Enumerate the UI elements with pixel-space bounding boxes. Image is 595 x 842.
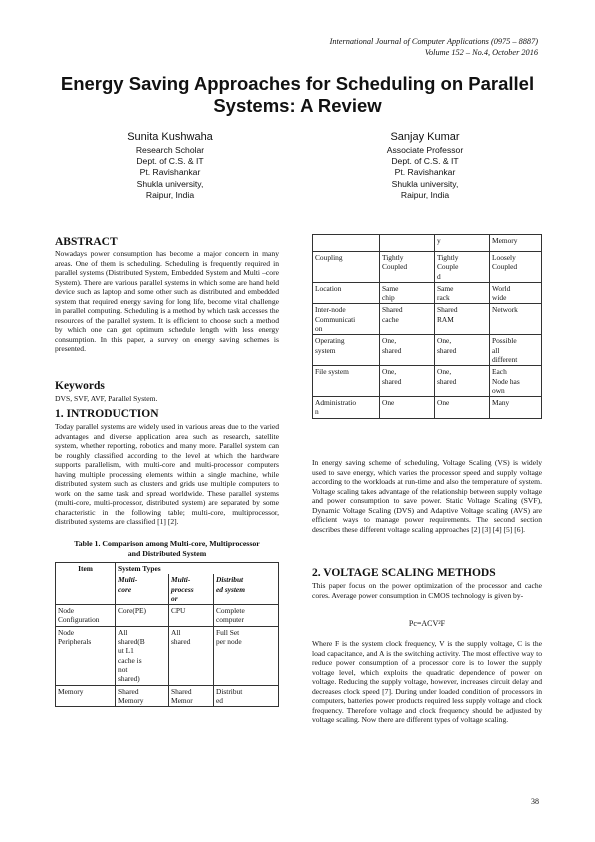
table-cell: Full Set per node (214, 626, 279, 685)
table-cell: One, shared (380, 335, 435, 366)
table-cell: Loosely Coupled (490, 252, 542, 283)
table-cell: One, shared (435, 366, 490, 397)
table-cell: All shared(B ut L1 cache is not shared) (116, 626, 169, 685)
table-row (313, 397, 542, 419)
table-cell: One (435, 397, 490, 419)
table-cell: Tightly Couple d (435, 252, 490, 283)
author-line: Dept. of C.S. & IT (136, 156, 204, 167)
col-header-multiprocessor: Multi- process or (169, 574, 214, 604)
author-line: Research Scholar (135, 145, 205, 155)
journal-volume: Volume 152 – No.4, October 2016 (424, 47, 538, 57)
table-row (313, 282, 542, 304)
system-types-header: System Types (116, 563, 279, 575)
table-cell (380, 235, 435, 252)
row-item: Node Peripherals (56, 626, 116, 685)
row-item: Operating system (313, 335, 380, 366)
table-cell: Same rack (435, 282, 490, 304)
author-line: Pt. Ravishankar (394, 167, 456, 178)
table-cell: Same chip (380, 282, 435, 304)
author-line: Pt. Ravishankar (139, 167, 201, 178)
author-2 (350, 130, 500, 201)
introduction-heading: 1. INTRODUCTION (55, 408, 159, 420)
table-cell: CPU (169, 605, 214, 627)
caption-line: Table 1. Comparison among Multi-core, Multiprocessor (74, 539, 260, 548)
table-cell: Core(PE) (116, 605, 169, 627)
introduction-text: Today parallel systems are widely used in various areas due to the varied advantages and diverse application area such as research, satellite system, whether reporting, robotics and many more. Parallel system can be roughly classified according to the level at which the hardware supports parallelism, with multi-core and multi-processor computers having multiple processing elements within a single machine, while distributed system such as clusters and grids use multiple computers to work on the same task and spread worldwide. These parallel systems (multi-core, multi-processor, distributed system) are separated by some characteristic in the following table; multi-core, multiprocessor, distributed systems are classified [1] [2]. (55, 422, 279, 527)
table-cell: Distribut ed (214, 685, 279, 707)
author-name: Sanjay Kumar (390, 131, 460, 143)
title-line-1: Energy Saving Approaches for Scheduling on Parallel (60, 73, 535, 94)
col-header-multicore: Multi- core (116, 574, 169, 604)
author-line: Raipur, India (400, 189, 450, 200)
table-row (56, 605, 279, 627)
row-item: Inter-node Communicati on (313, 304, 380, 335)
abstract-heading: ABSTRACT (55, 236, 118, 248)
voltage-scaling-intro: In energy saving scheme of scheduling, Voltage Scaling (VS) is widely used to save energy, which varies the processor speed and supply voltage according to the workloads at run-time and also the temperature of system. Voltage scaling takes advantage of the relationship between supply voltage and power consumption to save power. Static Voltage Scaling (SVF), Dynamic Voltage Scaling (DVS) and Adaptive Voltage scaling (AVS) are efficient ways to manage power requirements. The second section describes these different voltage scaling approaches [2] [3] [4] [5] [6]. (312, 458, 542, 534)
author-line: Shukla university, (136, 178, 204, 189)
table-cell: Possible all different (490, 335, 542, 366)
table-cell: Network (490, 304, 542, 335)
table-cell: Shared Memory (116, 685, 169, 707)
author-line: Shukla university, (391, 178, 459, 189)
table-cell: One (380, 397, 435, 419)
table-cell: Many (490, 397, 542, 419)
page-number: 38 (531, 797, 539, 806)
title-line-2: Systems: A Review (213, 95, 382, 116)
voltage-scaling-para-2: Where F is the system clock frequency, V is the supply voltage, C is the load capacitance, and A is the switching activity. The most effective way to reduce power consumption of a processor core is to lower the supply voltage level, which exploits the quadratic dependence of power on voltage. Reducing the supply voltage, however, increases circuit delay and decreases clock speed [7]. During under loaded condition of processors in computers, batteries power products required less supply voltage and clock frequency. Therefore voltage and clock frequency should be adjusted by voltage scaling. Now there are different types of voltage scaling. (312, 639, 542, 725)
table-row (56, 626, 279, 685)
table-cell: Memory (490, 235, 542, 252)
row-item: Administratio n (313, 397, 380, 419)
author-line: Associate Professor (386, 145, 464, 155)
voltage-scaling-heading: 2. VOLTAGE SCALING METHODS (312, 567, 496, 579)
paper-title (40, 73, 555, 117)
table-cell: Shared Memor (169, 685, 214, 707)
table-row (56, 685, 279, 707)
row-item: Node Configuration (56, 605, 116, 627)
table-row (313, 304, 542, 335)
keywords-heading: Keywords (55, 380, 105, 392)
table-cell (313, 235, 380, 252)
author-name: Sunita Kushwaha (127, 131, 213, 143)
table-cell: Shared RAM (435, 304, 490, 335)
table-row (313, 366, 542, 397)
table-cell: Shared cache (380, 304, 435, 335)
abstract-text: Nowadays power consumption has become a major concern in many areas. One of them is scheduling. Scheduling is frequently required in parallel systems (Distributed System, Embedded System and Multi –core System). There are various parallel systems in which some are hand held device such as laptop and some other such as distributed and embedded system that required energy saving for long life, become vital challenge in parallel computing. Scheduling is a method by which task accesses the resources of the parallel system. It is efficient to choose such a method by which one can get optimum schedule length with less energy consumption. In this paper, a survey on energy saving schemes is presented. (55, 249, 279, 354)
table-cell: All shared (169, 626, 214, 685)
author-1 (95, 130, 245, 201)
row-item: Coupling (313, 252, 380, 283)
journal-name: International Journal of Computer Applications (0975 – 8887) (329, 37, 538, 46)
author-line: Dept. of C.S. & IT (391, 156, 459, 167)
col-header-distributed: Distribut ed system (214, 574, 279, 604)
author-line: Raipur, India (145, 189, 195, 200)
table-cell: Complete computer (214, 605, 279, 627)
table-cell: y (435, 235, 490, 252)
table-1-continued (312, 234, 542, 419)
table-row (313, 252, 542, 283)
table-cell: Each Node has own (490, 366, 542, 397)
table-row (313, 235, 542, 252)
caption-line: and Distributed System (127, 549, 207, 558)
table-1-caption (55, 539, 279, 559)
item-header: Item (56, 563, 116, 605)
table-row (313, 335, 542, 366)
row-item: Location (313, 282, 380, 304)
table-header-row (56, 563, 279, 575)
table-1 (55, 562, 279, 707)
table-cell: One, shared (380, 366, 435, 397)
keywords-text: DVS, SVF, AVF, Parallel System. (55, 394, 158, 403)
table-cell: One, shared (435, 335, 490, 366)
table-cell: Tightly Coupled (380, 252, 435, 283)
row-item: File system (313, 366, 380, 397)
voltage-scaling-para-1: This paper focus on the power optimization of the processor and cache cores. Average power consumption in CMOS technology is given by- (312, 581, 542, 600)
row-item: Memory (56, 685, 116, 707)
journal-header (330, 37, 538, 58)
power-equation: Pc=ACV²F (408, 619, 446, 628)
table-cell: World wide (490, 282, 542, 304)
